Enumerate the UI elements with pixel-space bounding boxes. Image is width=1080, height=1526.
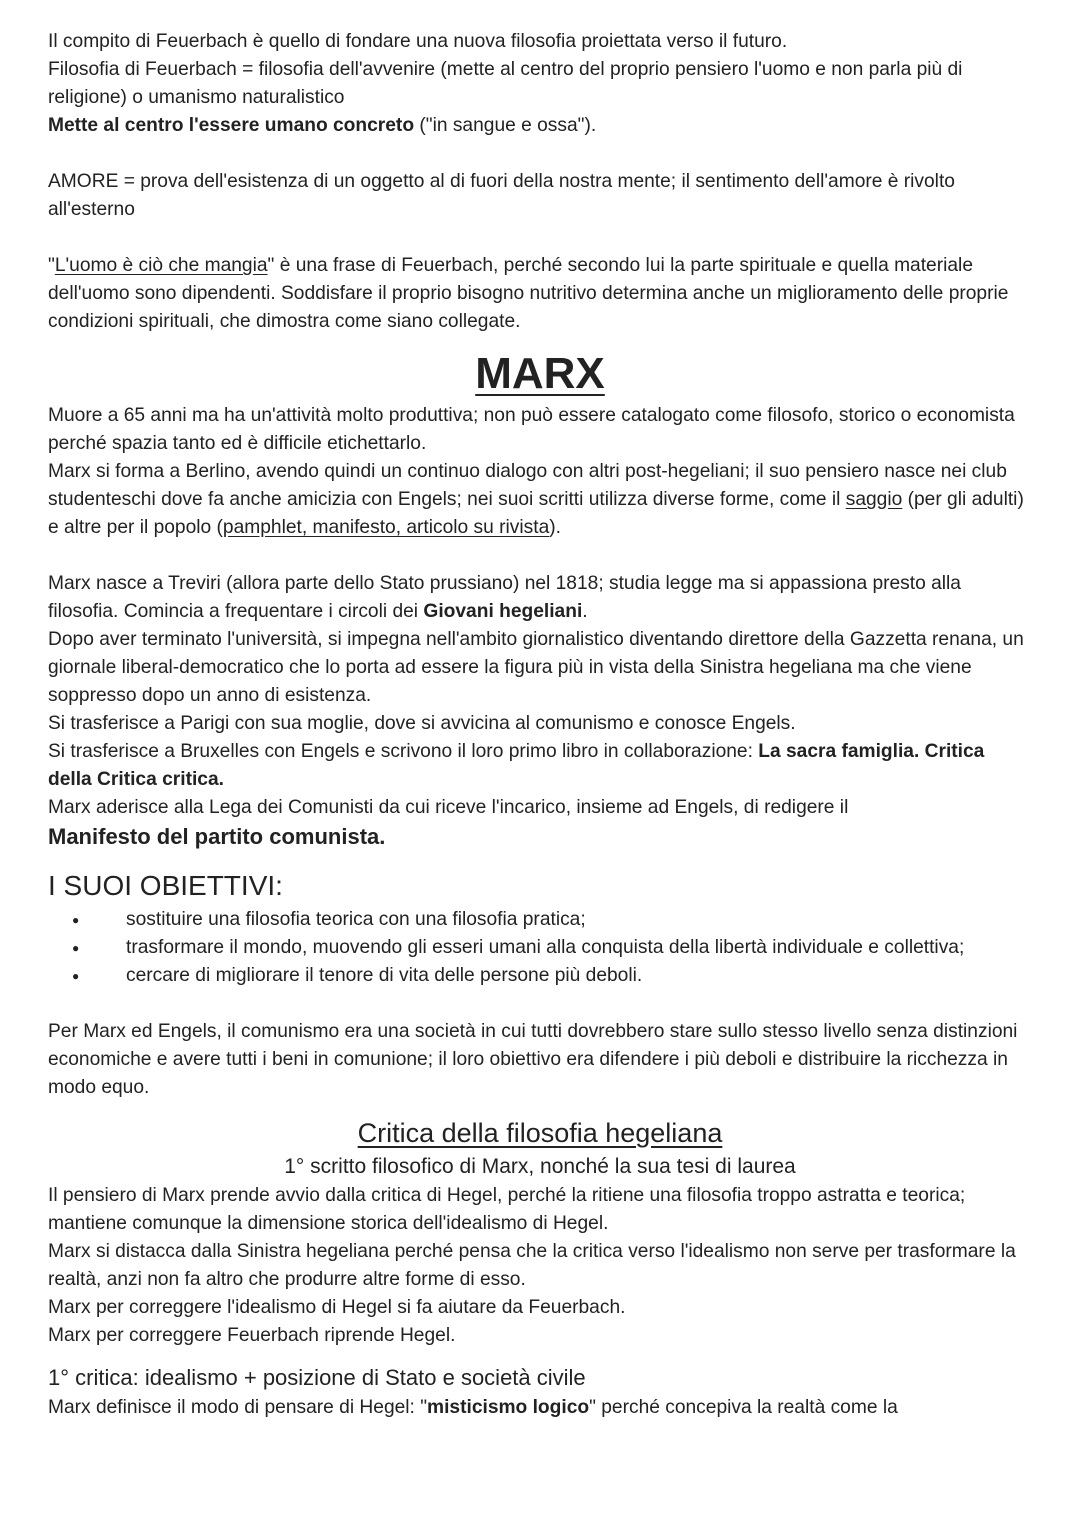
text: Marx si forma a Berlino, avendo quindi un continuo dialogo con altri post-hegeliani; il suo pensiero nasce nei club studenteschi dove fa anche amicizia con Engels; nei suoi scritti utilizza diverse forme, come il	[48, 461, 1007, 510]
paragraph: Marx si distacca dalla Sinistra hegeliana perché pensa che la critica verso l'idealismo non serve per trasformare la realtà, anzi non fa altro che produrre altre forme di esso.	[48, 1241, 1016, 1290]
section-heading: 1° critica: idealismo + posizione di Stato e società civile	[48, 1365, 586, 1390]
text: Marx nasce a Treviri (allora parte dello Stato prussiano) nel 1818; studia legge ma si appassiona presto alla filosofia. Comincia a frequentare i circoli dei	[48, 573, 961, 622]
section-subtitle: 1° scritto filosofico di Marx, nonché la sua tesi di laurea	[284, 1155, 796, 1178]
text: "	[48, 255, 55, 276]
paragraph	[48, 738, 1032, 794]
paragraph: Marx aderisce alla Lega dei Comunisti da cui riceve l'incarico, insieme ad Engels, di redigere il	[48, 797, 849, 818]
paragraph: Si trasferisce a Parigi con sua moglie, dove si avvicina al comunismo e conosce Engels.	[48, 713, 796, 734]
underlined-text: pamphlet, manifesto, articolo su rivista	[222, 517, 550, 538]
section-title: I SUOI OBIETTIVI:	[48, 870, 283, 901]
paragraph: Dopo aver terminato l'università, si impegna nell'ambito giornalistico diventando direttore della Gazzetta renana, un giornale liberal-democratico che lo porta ad essere la figura più in vista della Sinistra hegeliana ma che viene soppresso dopo un anno di esistenza.	[48, 629, 1024, 706]
paragraph	[48, 112, 1032, 140]
paragraph: Per Marx ed Engels, il comunismo era una società in cui tutti dovrebbero stare sullo stesso livello senza distinzioni economiche e avere tutti i beni in comunione; il loro obiettivo era difendere i più deboli e distribuire la ricchezza in modo equo.	[48, 1021, 1018, 1098]
underlined-text: saggio	[845, 489, 903, 510]
text: .	[582, 601, 588, 622]
paragraph: Il compito di Feuerbach è quello di fondare una nuova filosofia proiettata verso il futuro.	[48, 31, 788, 52]
objectives-list	[48, 906, 1032, 990]
paragraph: AMORE = prova dell'esistenza di un oggetto al di fuori della nostra mente; il sentimento dell'amore è rivolto all'esterno	[48, 171, 955, 220]
paragraph	[48, 252, 1032, 336]
paragraph	[48, 1394, 1032, 1422]
title-text: Critica della filosofia hegeliana	[357, 1118, 723, 1148]
paragraph: Il pensiero di Marx prende avvio dalla critica di Hegel, perché la ritiene una filosofia troppo astratta e teorica; mantiene comunque la dimensione storica dell'idealismo di Hegel.	[48, 1185, 966, 1234]
paragraph: Filosofia di Feuerbach = filosofia dell'avvenire (mette al centro del proprio pensiero l'uomo e non parla più di religione) o umanismo naturalistico	[48, 59, 963, 108]
bold-text: Mette al centro l'essere umano concreto	[48, 115, 415, 136]
section-title	[48, 1114, 1032, 1152]
paragraph	[48, 458, 1032, 542]
title-text: MARX	[475, 349, 605, 398]
bold-text: Giovani hegeliani	[423, 601, 583, 622]
text: " perché concepiva la realtà come la	[589, 1397, 898, 1418]
list-item: ● cercare di migliorare il tenore di vita delle persone più deboli.	[48, 962, 1032, 990]
bold-text: La sacra famiglia. Critica della Critica critica.	[48, 741, 985, 790]
paragraph: Muore a 65 anni ma ha un'attività molto produttiva; non può essere catalogato come filosofo, storico o economista perché spazia tanto ed è difficile etichettarlo.	[48, 405, 1015, 454]
paragraph: Marx per correggere Feuerbach riprende Hegel.	[48, 1325, 456, 1346]
bold-text: misticismo logico	[427, 1397, 590, 1418]
paragraph	[48, 570, 1032, 626]
underlined-text: L'uomo è ciò che mangia	[54, 255, 268, 276]
text: ).	[549, 517, 561, 538]
paragraph: Marx per correggere l'idealismo di Hegel si fa aiutare da Feuerbach.	[48, 1297, 626, 1318]
bold-text: Manifesto del partito comunista.	[48, 824, 386, 849]
text: (per gli adulti) e altre per il popolo (	[48, 489, 1024, 538]
section-title	[48, 346, 1032, 402]
list-item: ● trasformare il mondo, muovendo gli esseri umani alla conquista della libertà individuale e collettiva;	[48, 934, 1032, 962]
text: Marx definisce il modo di pensare di Hegel: "	[48, 1397, 428, 1418]
paragraph	[48, 822, 1032, 852]
text: Si trasferisce a Bruxelles con Engels e scrivono il loro primo libro in collaborazione:	[48, 741, 759, 762]
list-item: ● sostituire una filosofia teorica con una filosofia pratica;	[48, 906, 1032, 934]
text: ("in sangue e ossa").	[414, 115, 597, 136]
text: " è una frase di Feuerbach, perché secondo lui la parte spirituale e quella materiale dell'uomo sono dipendenti. Soddisfare il proprio bisogno nutritivo determina anche un miglioramento delle proprie condizioni spirituali, che dimostra come siano collegate.	[48, 255, 1009, 332]
